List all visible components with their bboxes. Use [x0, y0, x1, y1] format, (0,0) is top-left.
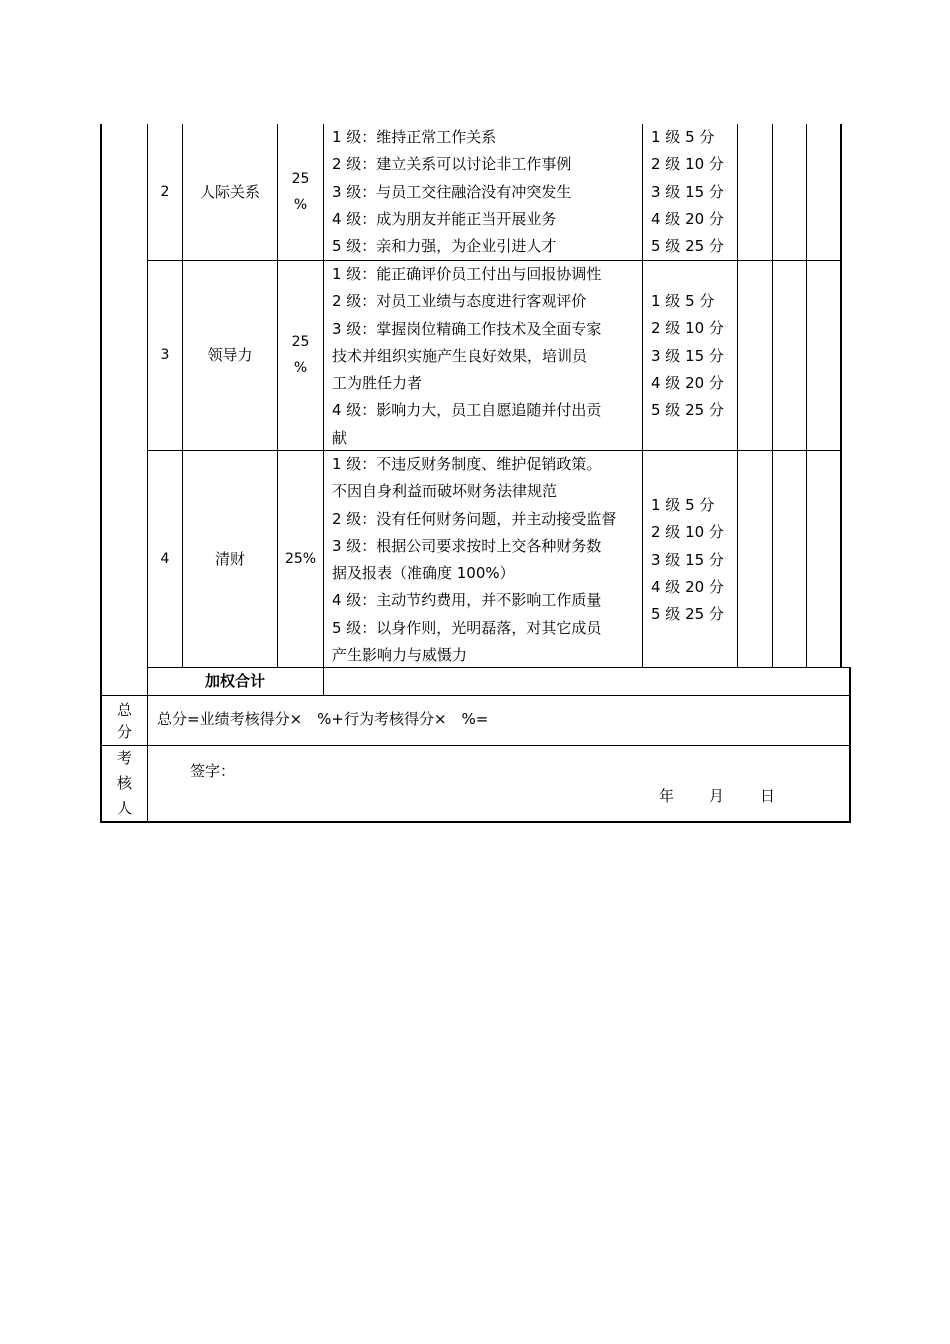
criteria-line: 1 级：不违反财务制度、维护促销政策。: [332, 455, 602, 473]
row-scores: [651, 492, 736, 628]
row-weight-value: 25%: [284, 551, 317, 567]
score-line: 2 级 10 分: [651, 319, 724, 338]
criteria-line: 1 级：能正确评价员工付出与回报协调性: [332, 265, 602, 283]
row-item-name: 清财: [214, 550, 245, 568]
criteria-line: 产生影响力与威慑力: [332, 646, 468, 665]
row-item-name: 人际关系: [199, 183, 260, 201]
row-weight-number: 25: [291, 334, 310, 350]
score-line: 3 级 15 分: [651, 182, 724, 201]
row-weight-percent: %: [293, 360, 308, 376]
row-item-name: 领导力: [207, 346, 253, 364]
table-border-bottom: [100, 821, 851, 823]
signature-label: 签字：: [190, 762, 236, 780]
assessor-label: [102, 746, 147, 821]
total-score-label: [102, 696, 147, 743]
col-divider: [772, 124, 773, 668]
total-label-char: 分: [116, 723, 132, 741]
score-line: 1 级 5 分: [651, 128, 715, 146]
table-border-right-upper: [840, 124, 842, 668]
criteria-line: 技术并组织实施产生良好效果，培训员: [332, 346, 588, 365]
col-divider: [147, 124, 148, 822]
score-line: 4 级 20 分: [651, 373, 724, 392]
score-line: 1 级 5 分: [651, 292, 715, 310]
criteria-line: 3 级：与员工交往融洽没有冲突发生: [332, 182, 572, 201]
row-index: 2: [160, 184, 170, 200]
row-scores: [651, 124, 736, 260]
col-divider: [737, 124, 738, 668]
row-weight-percent: %: [293, 197, 308, 213]
score-line: 3 级 15 分: [651, 550, 724, 569]
criteria-line: 4 级：主动节约费用，并不影响工作质量: [332, 591, 602, 610]
criteria-line: 5 级：以身作则，光明磊落，对其它成员: [332, 618, 602, 637]
criteria-line: 3 级：掌握岗位精确工作技术及全面专家: [332, 319, 602, 338]
row-index: 4: [160, 551, 170, 567]
score-line: 3 级 15 分: [651, 346, 724, 365]
row-divider: [100, 745, 851, 746]
criteria-line: 3 级：根据公司要求按时上交各种财务数: [332, 536, 602, 555]
total-label-char: 总: [116, 701, 132, 719]
assessor-label-char: 人: [116, 799, 132, 817]
assessor-label-char: 考: [116, 749, 132, 767]
criteria-line: 2 级：建立关系可以讨论非工作事例: [332, 155, 572, 174]
col-divider: [323, 124, 324, 696]
criteria-line: 1 级：维持正常工作关系: [332, 128, 497, 146]
criteria-line: 4 级：影响力大，员工自愿追随并付出贡: [332, 401, 602, 420]
row-criteria: [332, 261, 637, 452]
date-day-label: 日: [760, 787, 776, 805]
row-criteria: [332, 451, 640, 669]
criteria-line: 不因自身利益而破坏财务法律规范: [332, 482, 558, 501]
criteria-line: 4 级：成为朋友并能正当开展业务: [332, 209, 557, 228]
row-weight-number: 25: [291, 171, 310, 187]
row-index: 3: [160, 347, 170, 363]
weighted-total-label: 加权合计: [204, 672, 265, 690]
criteria-line: 2 级：对员工业绩与态度进行客观评价: [332, 292, 587, 311]
row-scores: [651, 288, 736, 424]
score-line: 4 级 20 分: [651, 577, 724, 596]
criteria-line: 5 级：亲和力强，为企业引进人才: [332, 237, 557, 256]
col-divider: [806, 124, 807, 668]
score-line: 5 级 25 分: [651, 605, 724, 624]
row-weight: [278, 166, 323, 218]
total-score-formula: 总分=业绩考核得分× %+行为考核得分× %=: [157, 710, 489, 728]
row-criteria: [332, 124, 637, 260]
assessor-label-char: 核: [116, 774, 132, 792]
criteria-line: 2 级：没有任何财务问题，并主动接受监督: [332, 509, 617, 528]
row-weight: [278, 329, 323, 381]
score-line: 1 级 5 分: [651, 496, 715, 514]
score-line: 2 级 10 分: [651, 155, 724, 174]
criteria-line: 据及报表（准确度 100%）: [332, 564, 515, 583]
score-line: 5 级 25 分: [651, 237, 724, 256]
criteria-line: 献: [332, 428, 348, 447]
score-line: 5 级 25 分: [651, 401, 724, 420]
score-line: 2 级 10 分: [651, 523, 724, 542]
date-month-label: 月: [709, 787, 725, 805]
criteria-line: 工为胜任力者: [332, 374, 423, 393]
date-year-label: 年: [659, 787, 675, 805]
col-divider: [642, 124, 643, 668]
score-line: 4 级 20 分: [651, 209, 724, 228]
row-weight: [278, 546, 323, 573]
